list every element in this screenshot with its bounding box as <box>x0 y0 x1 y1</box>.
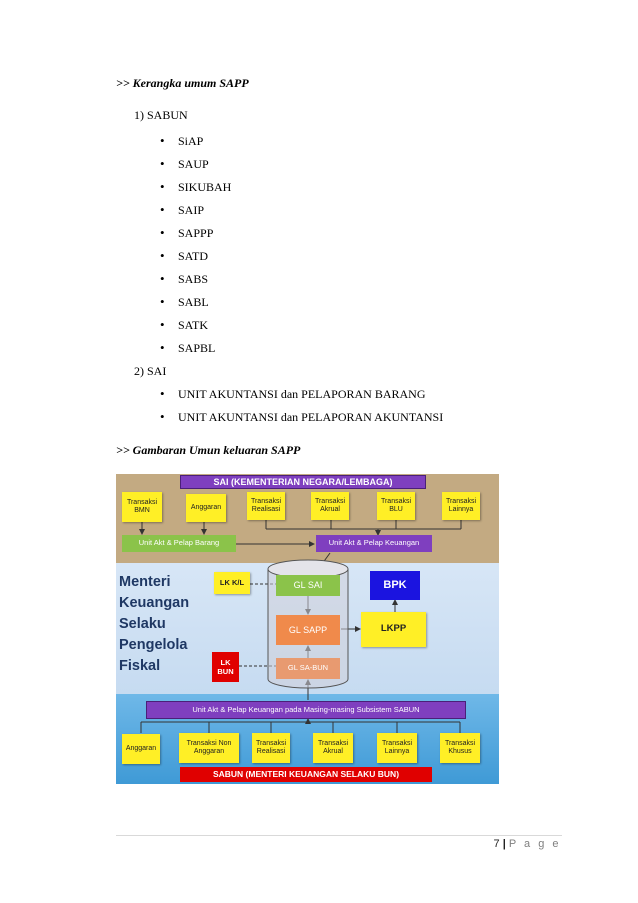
unit-akt-pelap-barang: Unit Akt & Pelap Barang <box>122 535 236 552</box>
box-transaksi-non-anggaran: Transaksi Non Anggaran <box>179 733 239 763</box>
menteri-line: Selaku <box>119 616 166 632</box>
box-transaksi-lainnya-bottom: Transaksi Lainnya <box>377 733 417 763</box>
menteri-line: Menteri <box>119 574 171 590</box>
section-heading-kerangka: >> Kerangka umum SAPP <box>116 76 249 90</box>
bullet-item: • UNIT AKUNTANSI dan PELAPORAN BARANG <box>178 387 426 402</box>
box-transaksi-khusus: Transaksi Khusus <box>440 733 480 763</box>
unit-akt-pelap-sabun: Unit Akt & Pelap Keuangan pada Masing-masing Subsistem SABUN <box>146 701 466 719</box>
menteri-keuangan-label <box>119 572 209 677</box>
box-transaksi-lainnya-top: Transaksi Lainnya <box>442 492 480 520</box>
page-footer <box>494 838 562 850</box>
box-transaksi-akrual-top: Transaksi Akrual <box>311 492 349 520</box>
sai-title: SAI (KEMENTERIAN NEGARA/LEMBAGA) <box>180 475 426 489</box>
bullet-item: • SAIP <box>178 203 204 218</box>
menteri-line: Fiskal <box>119 658 161 674</box>
box-transaksi-blu: Transaksi BLU <box>377 492 415 520</box>
bullet-item: • SIKUBAH <box>178 180 231 195</box>
bullet-item: • SATD <box>178 249 208 264</box>
bullet-item: • SABL <box>178 295 209 310</box>
box-anggaran-top: Anggaran <box>186 494 226 522</box>
footer-divider <box>116 835 562 836</box>
page-number: 7 <box>493 838 500 850</box>
box-lk-kl: LK K/L <box>214 572 250 594</box>
sapp-diagram <box>116 474 499 784</box>
unit-akt-pelap-keuangan: Unit Akt & Pelap Keuangan <box>316 535 432 552</box>
bullet-item: • SAPBL <box>178 341 215 356</box>
bullet-item: • SAPPP <box>178 226 213 241</box>
box-gl-sapp: GL SAPP <box>276 615 340 645</box>
box-transaksi-realisasi-bottom: Transaksi Realisasi <box>252 733 290 763</box>
box-transaksi-akrual-bottom: Transaksi Akrual <box>313 733 353 763</box>
box-lk-bun: LK BUN <box>212 652 239 682</box>
menteri-line: Keuangan <box>119 595 190 611</box>
bullet-item: • UNIT AKUNTANSI dan PELAPORAN AKUNTANSI <box>178 410 443 425</box>
section-heading-gambaran: >> Gambaran Umun keluaran SAPP <box>116 443 301 457</box>
box-gl-sai: GL SAI <box>276 575 340 596</box>
bullet-item: • SATK <box>178 318 208 333</box>
box-bpk: BPK <box>370 571 420 600</box>
box-anggaran-bottom: Anggaran <box>122 734 160 764</box>
box-gl-sa-bun: GL SA-BUN <box>276 658 340 679</box>
box-transaksi-realisasi-top: Transaksi Realisasi <box>247 492 285 520</box>
footer-separator: | <box>502 838 506 850</box>
bullet-item: • SABS <box>178 272 208 287</box>
bullet-item: • SAUP <box>178 157 209 172</box>
page-word: P a g e <box>508 838 561 850</box>
box-lkpp: LKPP <box>361 612 426 647</box>
bullet-item: • SiAP <box>178 134 203 149</box>
sabun-title: SABUN (MENTERI KEUANGAN SELAKU BUN) <box>180 767 432 782</box>
list-item-sabun: 1) SABUN <box>134 108 188 122</box>
box-transaksi-bmn: Transaksi BMN <box>122 492 162 522</box>
menteri-line: Pengelola <box>119 637 188 653</box>
list-item-sai: 2) SAI <box>134 364 167 378</box>
